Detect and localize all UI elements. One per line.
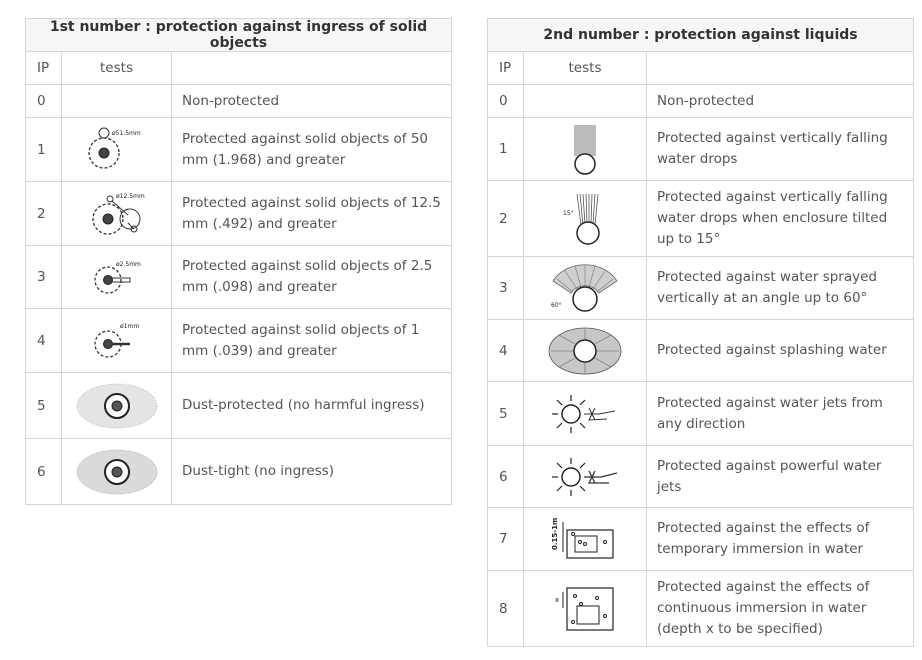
liquids-table-title: 2nd number : protection against liquids: [488, 19, 914, 52]
svg-text:ø1mm: ø1mm: [119, 322, 139, 330]
svg-text:ø2.5mm: ø2.5mm: [115, 261, 141, 268]
svg-text:60°: 60°: [551, 302, 562, 309]
table-row: [26, 182, 452, 246]
description: Protected against solid objects of 50 mm (1.968) and greater: [172, 118, 452, 182]
table-row: [488, 320, 914, 382]
description: Protected against vertically falling water drops when enclosure tilted up to 15°: [647, 181, 914, 257]
svg-text:ø51.5mm: ø51.5mm: [111, 129, 141, 137]
table-row: [488, 382, 914, 446]
powerful-jets-icon: [545, 452, 625, 502]
temporary-immersion-icon: [545, 514, 625, 564]
ip-code: 4: [488, 320, 524, 382]
column-header-tests: tests: [524, 52, 647, 85]
description: Protected against the effects of temporary immersion in water: [647, 508, 914, 571]
table-row: [26, 118, 452, 182]
continuous-immersion-icon: [545, 582, 625, 636]
column-header-tests: tests: [62, 52, 172, 85]
description: Protected against solid objects of 12.5 mm (.492) and greater: [172, 182, 452, 246]
description: Protected against water jets from any direction: [647, 382, 914, 446]
table-row: [488, 118, 914, 181]
ip-code: 2: [26, 182, 62, 246]
ip-code: 7: [488, 508, 524, 571]
spray-60deg-icon: [545, 259, 625, 317]
table-row: [488, 508, 914, 571]
solid-1mm-wire-icon: [82, 316, 152, 366]
svg-text:x: x: [555, 595, 560, 604]
svg-text:0.15-1m: 0.15-1m: [551, 517, 559, 550]
ip-code: 5: [488, 382, 524, 446]
description: Protected against vertically falling water drops: [647, 118, 914, 181]
ip-code: 0: [26, 85, 62, 118]
description: Dust-protected (no harmful ingress): [172, 373, 452, 439]
description: Non-protected: [172, 85, 452, 118]
table-row: [26, 439, 452, 505]
table-row: [488, 571, 914, 647]
table-row: [488, 257, 914, 320]
svg-text:ø12.5mm: ø12.5mm: [115, 192, 145, 200]
description: Protected against water sprayed vertically at an angle up to 60°: [647, 257, 914, 320]
description: Dust-tight (no ingress): [172, 439, 452, 505]
solids-protection-table: [25, 18, 452, 505]
table-row: [26, 373, 452, 439]
ip-code: 6: [488, 446, 524, 508]
svg-text:15°: 15°: [563, 209, 574, 217]
table-row: [488, 181, 914, 257]
description: Protected against the effects of continuous immersion in water (depth x to be specified): [647, 571, 914, 647]
table-row: [488, 85, 914, 118]
liquids-protection-table: [487, 18, 914, 647]
description: Protected against solid objects of 2.5 mm (.098) and greater: [172, 246, 452, 309]
ip-code: 6: [26, 439, 62, 505]
water-jets-icon: [545, 389, 625, 439]
table-row: [26, 85, 452, 118]
ip-code: 8: [488, 571, 524, 647]
vertical-drops-icon: [555, 122, 615, 176]
solid-2-5mm-probe-icon: [82, 252, 152, 302]
ip-code: 4: [26, 309, 62, 373]
ip-code: 1: [26, 118, 62, 182]
description: Protected against solid objects of 1 mm (.039) and greater: [172, 309, 452, 373]
tilted-drops-icon: [555, 189, 615, 249]
description: Protected against powerful water jets: [647, 446, 914, 508]
ip-code: 3: [26, 246, 62, 309]
ip-code: 5: [26, 373, 62, 439]
ip-code: 1: [488, 118, 524, 181]
ip-code: 0: [488, 85, 524, 118]
column-header-ip: IP: [488, 52, 524, 85]
table-row: [26, 309, 452, 373]
ip-code: 2: [488, 181, 524, 257]
dust-protected-icon: [72, 379, 162, 433]
solids-table-title: 1st number : protection against ingress of solid objects: [26, 19, 452, 52]
description: Non-protected: [647, 85, 914, 118]
solid-50mm-probe-icon: [82, 125, 152, 175]
solid-12mm-finger-icon: [82, 189, 152, 239]
column-header-ip: IP: [26, 52, 62, 85]
table-row: [26, 246, 452, 309]
dust-tight-icon: [72, 445, 162, 499]
splash-icon: [545, 325, 625, 377]
ip-code: 3: [488, 257, 524, 320]
description: Protected against splashing water: [647, 320, 914, 382]
table-row: [488, 446, 914, 508]
